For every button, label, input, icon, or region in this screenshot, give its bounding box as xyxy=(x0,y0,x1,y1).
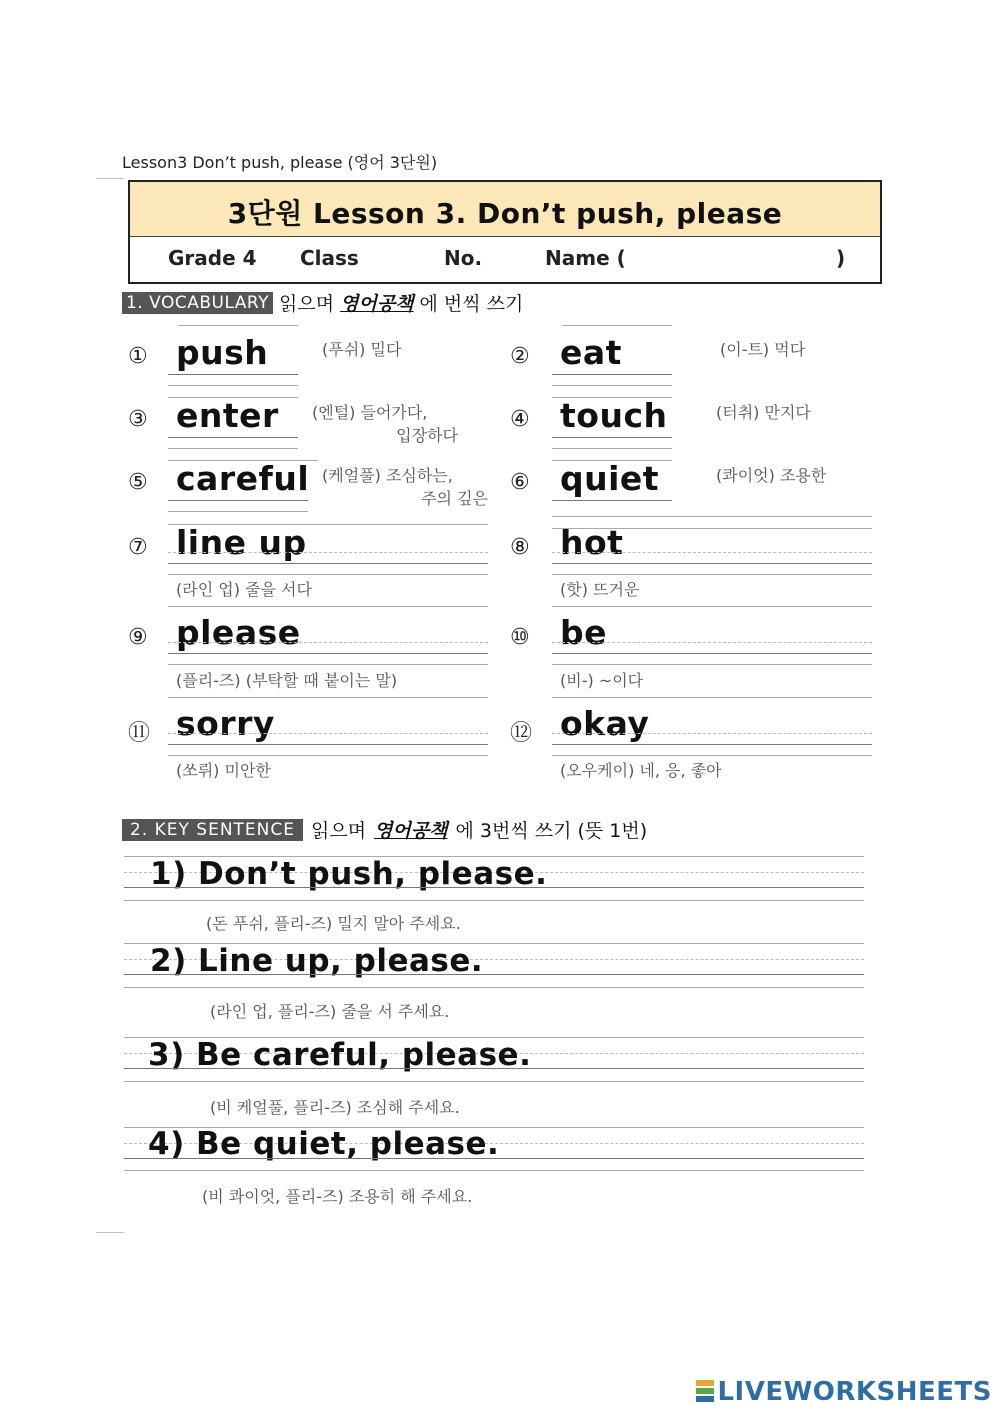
vocab-number: ① xyxy=(128,344,148,369)
vocabulary-section-heading xyxy=(122,289,523,316)
ruled-line xyxy=(552,653,872,654)
ruled-line xyxy=(124,900,864,901)
ruled-line xyxy=(552,755,872,756)
ruled-line xyxy=(168,511,308,512)
ruled-line xyxy=(552,606,872,607)
ruled-line xyxy=(124,974,864,975)
vocab-word: line up xyxy=(176,523,307,562)
vocab-number: ⑤ xyxy=(128,470,148,495)
vocab-word: quiet xyxy=(560,459,660,498)
page-corner-mark-bottom xyxy=(96,1232,124,1233)
vocab-word: sorry xyxy=(176,704,275,743)
key-sentence-pronunciation: (돈 푸쉬, 플리-즈) 밀지 말아 주세요. xyxy=(206,914,461,933)
key-sentence-instruction-after: 에 3번씩 쓰기 (뜻 1번) xyxy=(455,820,648,842)
vocab-word: careful xyxy=(176,459,310,498)
ruled-line xyxy=(178,325,298,326)
vocab-pronunciation: (터취) 만지다 xyxy=(716,403,811,422)
ruled-line xyxy=(124,1068,864,1069)
vocab-number: ⑦ xyxy=(128,535,148,560)
key-sentence: 3) Be careful, please. xyxy=(148,1037,532,1073)
vocab-pronunciation-continued: 입장하다 xyxy=(396,426,458,445)
liveworksheets-logo: LIVEWORKSHEETS xyxy=(717,1377,992,1407)
name-label: Name ( xyxy=(545,246,626,270)
vocab-pronunciation: (콰이엇) 조용한 xyxy=(716,466,827,485)
ruled-line xyxy=(124,1158,864,1159)
vocab-pronunciation: (오우케이) 네, 응, 좋아 xyxy=(560,761,722,780)
ruled-line xyxy=(552,574,872,575)
ruled-line xyxy=(168,385,298,386)
ruled-line xyxy=(552,697,872,698)
ruled-line xyxy=(552,744,872,745)
vocab-number: ② xyxy=(510,344,530,369)
key-sentence-instruction-emphasis: 영어공책 xyxy=(374,820,448,842)
vocab-pronunciation: (케얼풀) 조심하는, xyxy=(322,466,453,485)
vocab-pronunciation: (플리-즈) (부탁할 때 붙이는 말) xyxy=(176,671,398,690)
key-sentence-section-label: 2. KEY SENTENCE xyxy=(122,819,303,841)
vocab-number: ⑩ xyxy=(510,625,530,650)
key-sentence-instruction-before: 읽으며 xyxy=(311,820,367,842)
ruled-line xyxy=(552,500,672,501)
ruled-line xyxy=(552,437,672,438)
ruled-line xyxy=(168,448,298,449)
ruled-line xyxy=(168,653,488,654)
vocab-word: okay xyxy=(560,704,650,743)
vocab-number: ④ xyxy=(510,407,530,432)
vocab-word: be xyxy=(560,613,608,652)
document-title: Lesson3 Don’t push, please (영어 3단원) xyxy=(122,153,438,172)
key-sentence: 2) Line up, please. xyxy=(150,943,484,979)
vocab-pronunciation: (라인 업) 줄을 서다 xyxy=(176,580,312,599)
vocab-number: ⑥ xyxy=(510,470,530,495)
ruled-line xyxy=(168,755,488,756)
vocab-word: please xyxy=(176,613,301,652)
ruled-line xyxy=(552,664,872,665)
class-label: Class xyxy=(300,246,359,270)
key-sentence-pronunciation: (비 콰이엇, 플리-즈) 조용히 해 주세요. xyxy=(202,1187,473,1206)
ruled-line xyxy=(168,664,488,665)
vocab-pronunciation: (쏘뤼) 미안한 xyxy=(176,761,271,780)
vocab-number: ③ xyxy=(128,407,148,432)
ruled-line xyxy=(562,325,672,326)
ruled-line xyxy=(168,500,308,501)
ruled-line xyxy=(168,563,488,564)
ruled-line xyxy=(168,744,488,745)
vocab-word: eat xyxy=(560,333,622,372)
key-sentence: 4) Be quiet, please. xyxy=(148,1126,500,1162)
vocab-pronunciation: (핫) 뜨거운 xyxy=(560,580,640,599)
vocab-pronunciation: (푸쉬) 밀다 xyxy=(322,340,402,359)
vocab-word: touch xyxy=(560,396,668,435)
ruled-line xyxy=(168,552,488,553)
number-label: No. xyxy=(444,246,483,270)
ruled-line xyxy=(124,987,864,988)
vocab-pronunciation: (비-) ~이다 xyxy=(560,671,644,690)
vocabulary-instruction-before: 읽으며 xyxy=(279,293,335,315)
vocab-number: ⑪ xyxy=(128,721,151,746)
ruled-line xyxy=(552,552,872,553)
ruled-line xyxy=(552,642,872,643)
vocabulary-section-label: 1. VOCABULARY xyxy=(122,292,273,314)
ruled-line xyxy=(124,887,864,888)
liveworksheets-logo-icon xyxy=(696,1380,714,1402)
vocab-number: ⑨ xyxy=(128,625,148,650)
key-sentence: 1) Don’t push, please. xyxy=(150,856,548,892)
vocab-word: hot xyxy=(560,523,624,562)
vocab-pronunciation: (엔털) 들어가다, xyxy=(312,403,428,422)
ruled-line xyxy=(168,606,488,607)
ruled-line xyxy=(168,574,488,575)
key-sentence-section-heading xyxy=(122,816,647,843)
vocab-word: enter xyxy=(176,396,279,435)
vocab-word: push xyxy=(176,333,269,372)
ruled-line xyxy=(168,374,298,375)
ruled-line xyxy=(124,1081,864,1082)
ruled-line xyxy=(124,1170,864,1171)
ruled-line xyxy=(552,563,872,564)
ruled-line xyxy=(168,642,488,643)
ruled-line xyxy=(168,697,488,698)
ruled-line xyxy=(552,448,672,449)
vocab-pronunciation: (이-트) 먹다 xyxy=(720,340,806,359)
vocabulary-instruction-emphasis: 영어공책 xyxy=(340,293,414,315)
vocabulary-instruction-after: 에 번씩 쓰기 xyxy=(419,293,524,315)
lesson-title: 3단원 Lesson 3. Don’t push, please xyxy=(227,197,783,230)
ruled-line xyxy=(552,733,872,734)
ruled-line xyxy=(168,437,298,438)
vocab-number: ⑫ xyxy=(510,721,533,746)
vocab-pronunciation-continued: 주의 깊은 xyxy=(421,489,488,508)
ruled-line xyxy=(168,733,488,734)
header-divider xyxy=(130,236,880,237)
grade-label: Grade 4 xyxy=(168,246,257,270)
key-sentence-pronunciation: (비 케얼풀, 플리-즈) 조심해 주세요. xyxy=(210,1098,460,1117)
vocab-number: ⑧ xyxy=(510,535,530,560)
ruled-line xyxy=(552,516,872,517)
page-corner-mark-top xyxy=(96,178,124,179)
ruled-line xyxy=(552,374,672,375)
ruled-line xyxy=(552,385,672,386)
key-sentence-pronunciation: (라인 업, 플리-즈) 줄을 서 주세요. xyxy=(210,1002,450,1021)
name-close-paren: ) xyxy=(836,246,846,270)
lesson-header-box xyxy=(128,180,882,284)
